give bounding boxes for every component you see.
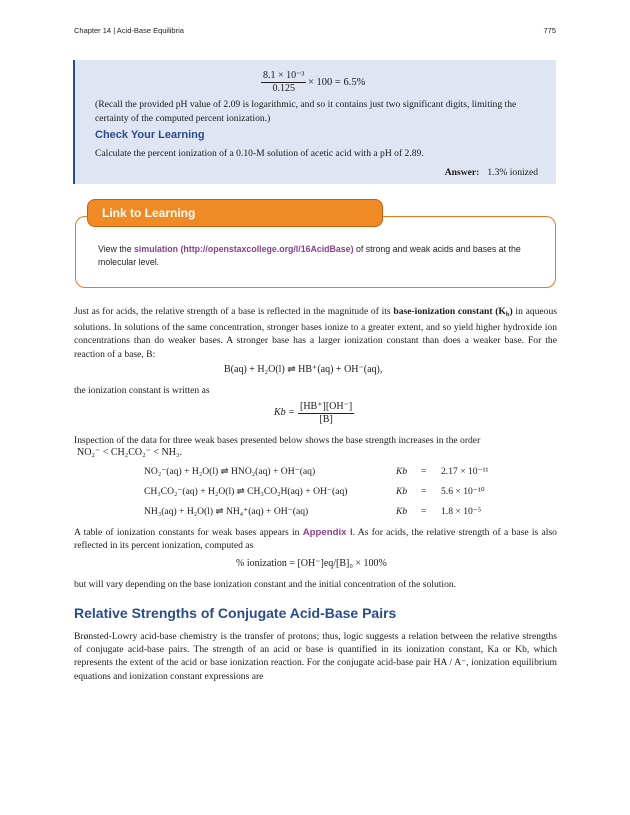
fraction-result: × 100 = 6.5%: [308, 77, 366, 88]
running-head: [74, 26, 556, 38]
table-k: Kb: [396, 506, 408, 517]
table-eq: =: [421, 466, 427, 477]
fraction-numerator: 8.1 × 10⁻³: [263, 70, 305, 81]
appendix-link[interactable]: Appendix I: [302, 527, 353, 538]
section-paragraph: Brønsted-Lowry acid-base chemistry is the transfer of protons; thus, logic suggests a relation between the relative strengths of conjugate acid-base pairs. The strength of an acid or base is quantified in its ionization constant, Ka or Kb, which represents the extent of the acid or base ionization reaction. For the conjugate acid-base pair HA / A⁻, ionization equilibrium equations and ionization constant expressions are: [74, 631, 557, 682]
section-heading: Relative Strengths of Conjugate Acid-Base Pairs: [74, 605, 397, 621]
inspection-text: Inspection of the data for three weak bases presented below shows the base strength increases in the order: [74, 435, 481, 446]
table-k: Kb: [396, 486, 408, 497]
para1-text-a: Just as for acids, the relative strength of a base is reflected in the magnitude of its: [74, 306, 394, 317]
table-reaction: CH₃CO₂⁻(aq) + H₂O(l) ⇌ CH₃CO₂H(aq) + OH⁻(aq): [144, 486, 348, 497]
fraction-denominator: 0.125: [272, 83, 295, 94]
appendix-text-b: . As for acids, the relative strength of a base is also reflected in its percent ionization, computed as: [74, 527, 557, 552]
answer-label: Answer:: [444, 167, 480, 178]
base-reaction-equation: B(aq) + H₂O(l) ⇌ HB⁺(aq) + OH⁻(aq),: [224, 364, 383, 375]
kb-denominator: [B]: [319, 414, 333, 425]
answer-line: [445, 167, 538, 178]
ltl-text-before: View the: [98, 244, 135, 254]
para1-text-b: in aqueous solutions. In solutions of the same concentration, stronger bases ionize to a greater extent, and so yield higher hydroxide ion concentrations than do weaker bases. A stronger base has a larger ionization constant than does a weaker base. For the reaction of a base, B:: [74, 306, 558, 360]
appendix-paragraph: [74, 526, 557, 552]
link-to-learning-title: Link to Learning: [102, 206, 196, 220]
link-to-learning-tab: [87, 199, 383, 227]
vary-text: but will vary depending on the base ionization constant and the initial concentration of the solution.: [74, 579, 457, 590]
example-box: [73, 60, 556, 184]
base-ionization-paragraph: [74, 305, 557, 361]
table-eq: =: [421, 506, 427, 517]
simulation-link[interactable]: simulation (http://openstaxcollege.org/l/16AcidBase): [134, 244, 354, 254]
appendix-text-a: A table of ionization constants for weak bases appears in: [74, 527, 303, 538]
term-close: ): [509, 306, 513, 317]
kb-fraction: [298, 401, 354, 426]
table-reaction: NH₃(aq) + H₂O(l) ⇌ NH₄⁺(aq) + OH⁻(aq): [144, 506, 309, 517]
ltl-text-after: of strong and weak acids and bases at the molecular level.: [98, 244, 521, 267]
ionization-constant-text: the ionization constant is written as: [74, 385, 210, 396]
percent-fraction: [261, 70, 306, 95]
base-strength-order: NO₂⁻ < CH₂CO₂⁻ < NH₃.: [77, 447, 182, 458]
table-reaction: NO₂⁻(aq) + H₂O(l) ⇌ HNO₂(aq) + OH⁻(aq): [144, 466, 316, 477]
term-sub: b: [505, 311, 510, 318]
table-value: 2.17 × 10⁻¹¹: [441, 466, 489, 477]
check-your-learning-text: Calculate the percent ionization of a 0.10-M solution of acetic acid with a pH of 2.89.: [95, 148, 424, 159]
table-value: 1.8 × 10⁻⁵: [441, 506, 482, 517]
term-text: base-ionization constant (K: [393, 306, 506, 317]
percent-ionization-equation: % ionization = [OH⁻]eq/[B]₀ × 100%: [236, 558, 387, 569]
table-k: Kb: [396, 466, 408, 477]
check-your-learning-heading: Check Your Learning: [95, 129, 205, 141]
chapter-title: Chapter 14 | Acid-Base Equilibria: [74, 26, 184, 35]
recall-note: (Recall the provided pH value of 2.09 is logarithmic, and so it contains just two significant digits, limiting the certainty of the computed percent ionization.): [95, 99, 517, 124]
kb-numerator: [HB⁺][OH⁻]: [300, 401, 353, 412]
link-to-learning-text: [98, 243, 538, 269]
table-value: 5.6 × 10⁻¹⁰: [441, 486, 485, 497]
table-eq: =: [421, 486, 427, 497]
kb-label: Kb =: [274, 407, 295, 418]
base-ionization-term: [393, 306, 512, 317]
answer-value: 1.3% ionized: [487, 167, 538, 178]
page-number: 775: [543, 26, 556, 35]
